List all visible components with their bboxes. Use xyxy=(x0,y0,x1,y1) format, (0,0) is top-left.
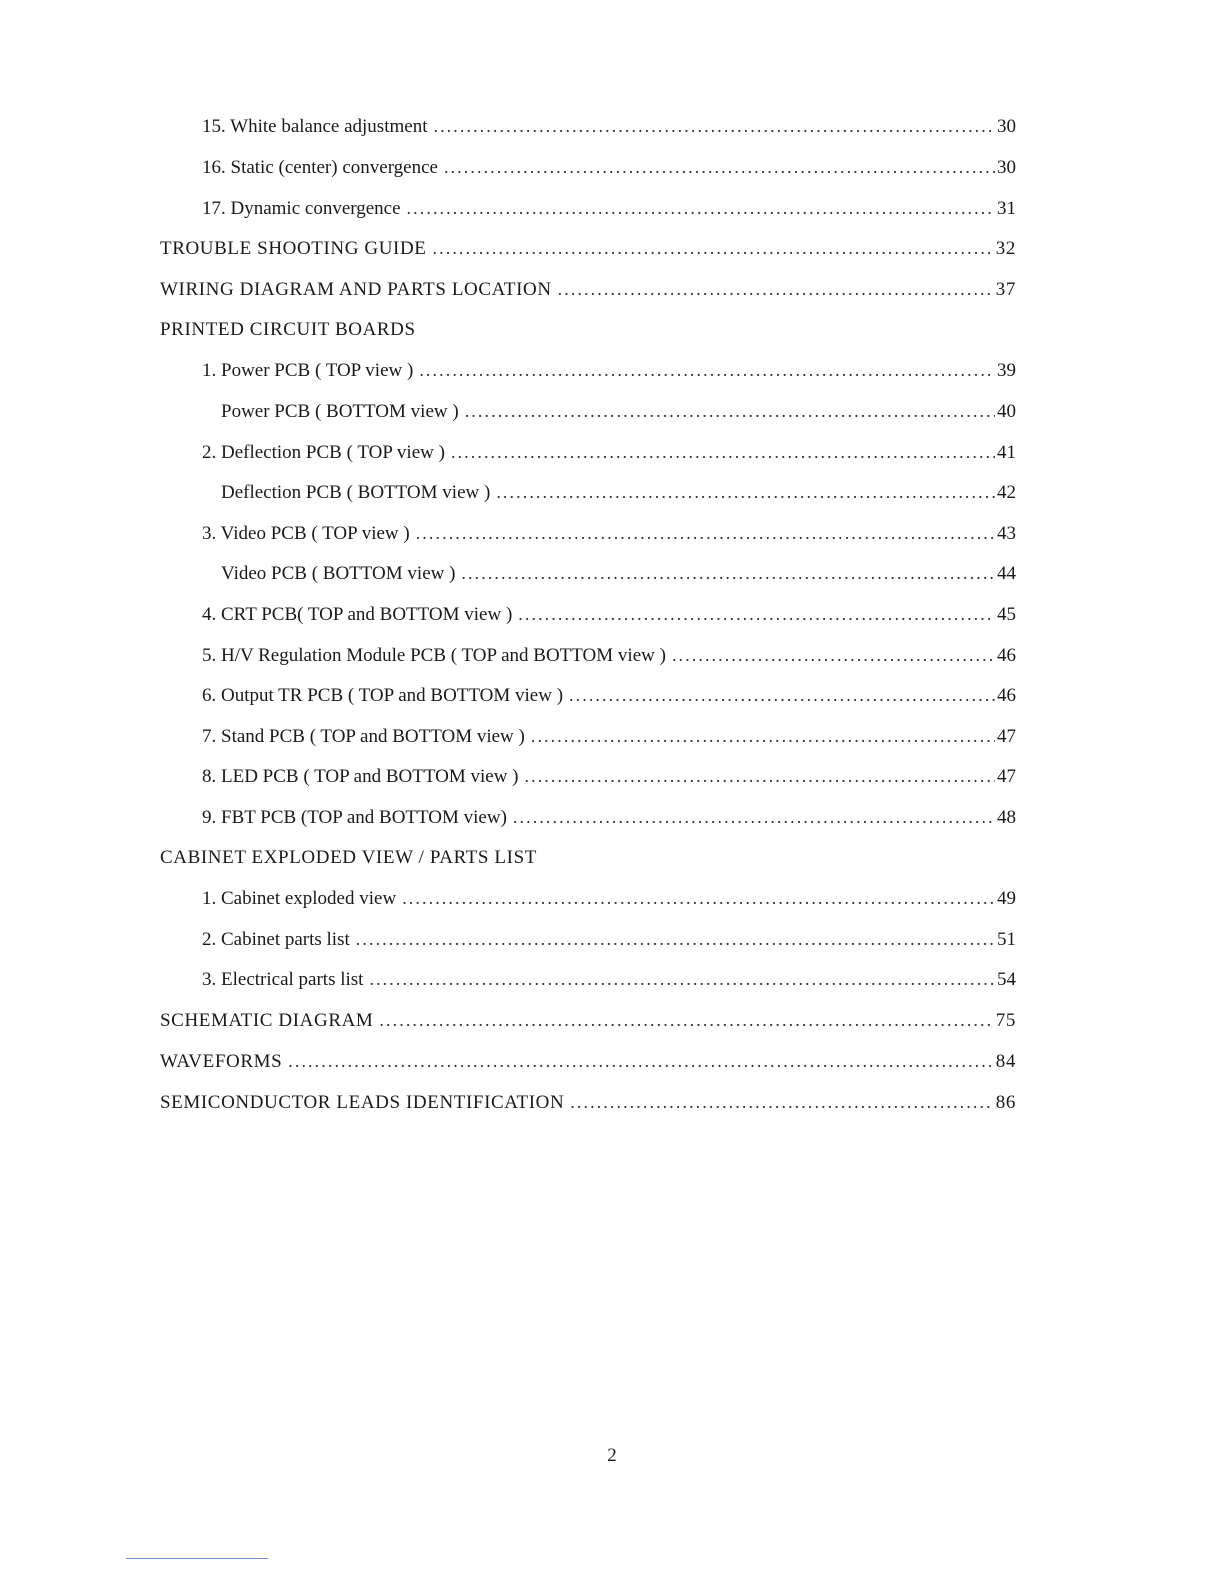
dot-leader xyxy=(379,1008,993,1032)
toc-entry-page: 39 xyxy=(997,360,1016,381)
toc-entry-page: 40 xyxy=(997,401,1016,422)
toc-entry xyxy=(202,440,1016,466)
toc-entry-label: 5. H/V Regulation Module PCB ( TOP and BOTTOM view ) xyxy=(202,645,666,666)
toc-entry xyxy=(202,927,1016,953)
toc-section-heading xyxy=(160,318,422,344)
toc-entry xyxy=(202,196,1016,222)
toc-entry-page: 86 xyxy=(995,1092,1016,1113)
toc-entry-label: Deflection PCB ( BOTTOM view ) xyxy=(221,482,491,503)
toc-entry-label: CABINET EXPLODED VIEW / PARTS LIST xyxy=(160,847,537,868)
toc-entry xyxy=(202,967,1016,993)
dot-leader xyxy=(433,236,994,260)
dot-leader xyxy=(402,886,995,910)
toc-entry xyxy=(202,521,1016,547)
toc-entry-label: 4. CRT PCB( TOP and BOTTOM view ) xyxy=(202,604,513,625)
dot-leader xyxy=(419,358,995,382)
toc-entry xyxy=(202,114,1016,140)
toc-entry-label: 3. Electrical parts list xyxy=(202,969,364,990)
toc-section-entry xyxy=(160,1049,1016,1075)
dot-leader xyxy=(518,602,995,626)
toc-entry xyxy=(202,805,1016,831)
toc-entry-label: TROUBLE SHOOTING GUIDE xyxy=(160,238,427,259)
toc-entry xyxy=(202,643,1016,669)
dot-leader xyxy=(444,155,995,179)
toc-entry-page: 37 xyxy=(995,279,1016,300)
toc-entry-page: 51 xyxy=(997,929,1016,950)
dot-leader xyxy=(496,480,995,504)
dot-leader xyxy=(407,196,995,220)
toc-entry-page: 46 xyxy=(997,685,1016,706)
toc-entry-page: 31 xyxy=(997,198,1016,219)
toc-entry xyxy=(202,764,1016,790)
toc-entry-page: 54 xyxy=(997,969,1016,990)
dot-leader xyxy=(416,521,995,545)
toc-entry-label: 16. Static (center) convergence xyxy=(202,157,438,178)
dot-leader xyxy=(369,967,995,991)
toc-section-entry xyxy=(160,236,1016,262)
toc-entry-label: PRINTED CIRCUIT BOARDS xyxy=(160,319,416,340)
toc-section-entry xyxy=(160,1090,1016,1116)
toc-entry-page: 43 xyxy=(997,523,1016,544)
toc-entry-label: 9. FBT PCB (TOP and BOTTOM view) xyxy=(202,807,507,828)
page-number: 2 xyxy=(607,1445,617,1466)
toc-entry-label: 8. LED PCB ( TOP and BOTTOM view ) xyxy=(202,766,519,787)
toc-entry-label: 3. Video PCB ( TOP view ) xyxy=(202,523,410,544)
toc-entry xyxy=(202,724,1016,750)
toc-entry-page: 47 xyxy=(997,766,1016,787)
toc-entry xyxy=(202,683,1016,709)
toc-entry xyxy=(202,155,1016,181)
dot-leader xyxy=(525,764,996,788)
toc-entry-label: SCHEMATIC DIAGRAM xyxy=(160,1010,374,1031)
toc-section-entry xyxy=(160,1008,1016,1034)
toc-entry-page: 75 xyxy=(995,1010,1016,1031)
dot-leader xyxy=(356,927,995,951)
toc-entry-page: 47 xyxy=(997,726,1016,747)
toc-entry-page: 84 xyxy=(995,1051,1016,1072)
footer-rule xyxy=(126,1558,268,1559)
toc-entry xyxy=(221,480,1016,506)
toc-entry-page: 46 xyxy=(997,645,1016,666)
dot-leader xyxy=(570,1090,994,1114)
dot-leader xyxy=(465,399,995,423)
toc-entry-label: 1. Cabinet exploded view xyxy=(202,888,397,909)
toc-entry-page: 41 xyxy=(997,442,1016,463)
toc-entry-page: 30 xyxy=(997,116,1016,137)
dot-leader xyxy=(461,561,995,585)
toc-entry-label: 6. Output TR PCB ( TOP and BOTTOM view ) xyxy=(202,685,564,706)
toc-entry-page: 42 xyxy=(997,482,1016,503)
toc-entry-page: 30 xyxy=(997,157,1016,178)
toc-entry xyxy=(221,399,1016,425)
toc-entry-label: Video PCB ( BOTTOM view ) xyxy=(221,563,456,584)
toc-entry xyxy=(221,561,1016,587)
toc-entry-label: 2. Deflection PCB ( TOP view ) xyxy=(202,442,445,463)
toc-section-entry xyxy=(160,277,1016,303)
toc-entry-label: 1. Power PCB ( TOP view ) xyxy=(202,360,414,381)
dot-leader xyxy=(451,440,995,464)
toc-entry xyxy=(202,886,1016,912)
toc-entry-label: 15. White balance adjustment xyxy=(202,116,428,137)
toc-entry-page: 45 xyxy=(997,604,1016,625)
dot-leader xyxy=(672,643,995,667)
toc-entry xyxy=(202,602,1016,628)
toc-entry-label: 17. Dynamic convergence xyxy=(202,198,401,219)
dot-leader xyxy=(558,277,994,301)
toc-entry-label: WAVEFORMS xyxy=(160,1051,283,1072)
toc-entry-page: 32 xyxy=(995,238,1016,259)
toc-entry-label: 2. Cabinet parts list xyxy=(202,929,350,950)
toc-entry-page: 44 xyxy=(997,563,1016,584)
dot-leader xyxy=(433,114,995,138)
dot-leader xyxy=(513,805,995,829)
toc-entry xyxy=(202,358,1016,384)
toc-entry-label: Power PCB ( BOTTOM view ) xyxy=(221,401,459,422)
toc-entry-page: 49 xyxy=(997,888,1016,909)
toc-entry-page: 48 xyxy=(997,807,1016,828)
toc-entry-label: WIRING DIAGRAM AND PARTS LOCATION xyxy=(160,279,552,300)
toc-section-heading xyxy=(160,846,543,872)
toc-entry-label: 7. Stand PCB ( TOP and BOTTOM view ) xyxy=(202,726,525,747)
dot-leader xyxy=(288,1049,994,1073)
dot-leader xyxy=(569,683,995,707)
dot-leader xyxy=(531,724,995,748)
toc-entry-label: SEMICONDUCTOR LEADS IDENTIFICATION xyxy=(160,1092,565,1113)
